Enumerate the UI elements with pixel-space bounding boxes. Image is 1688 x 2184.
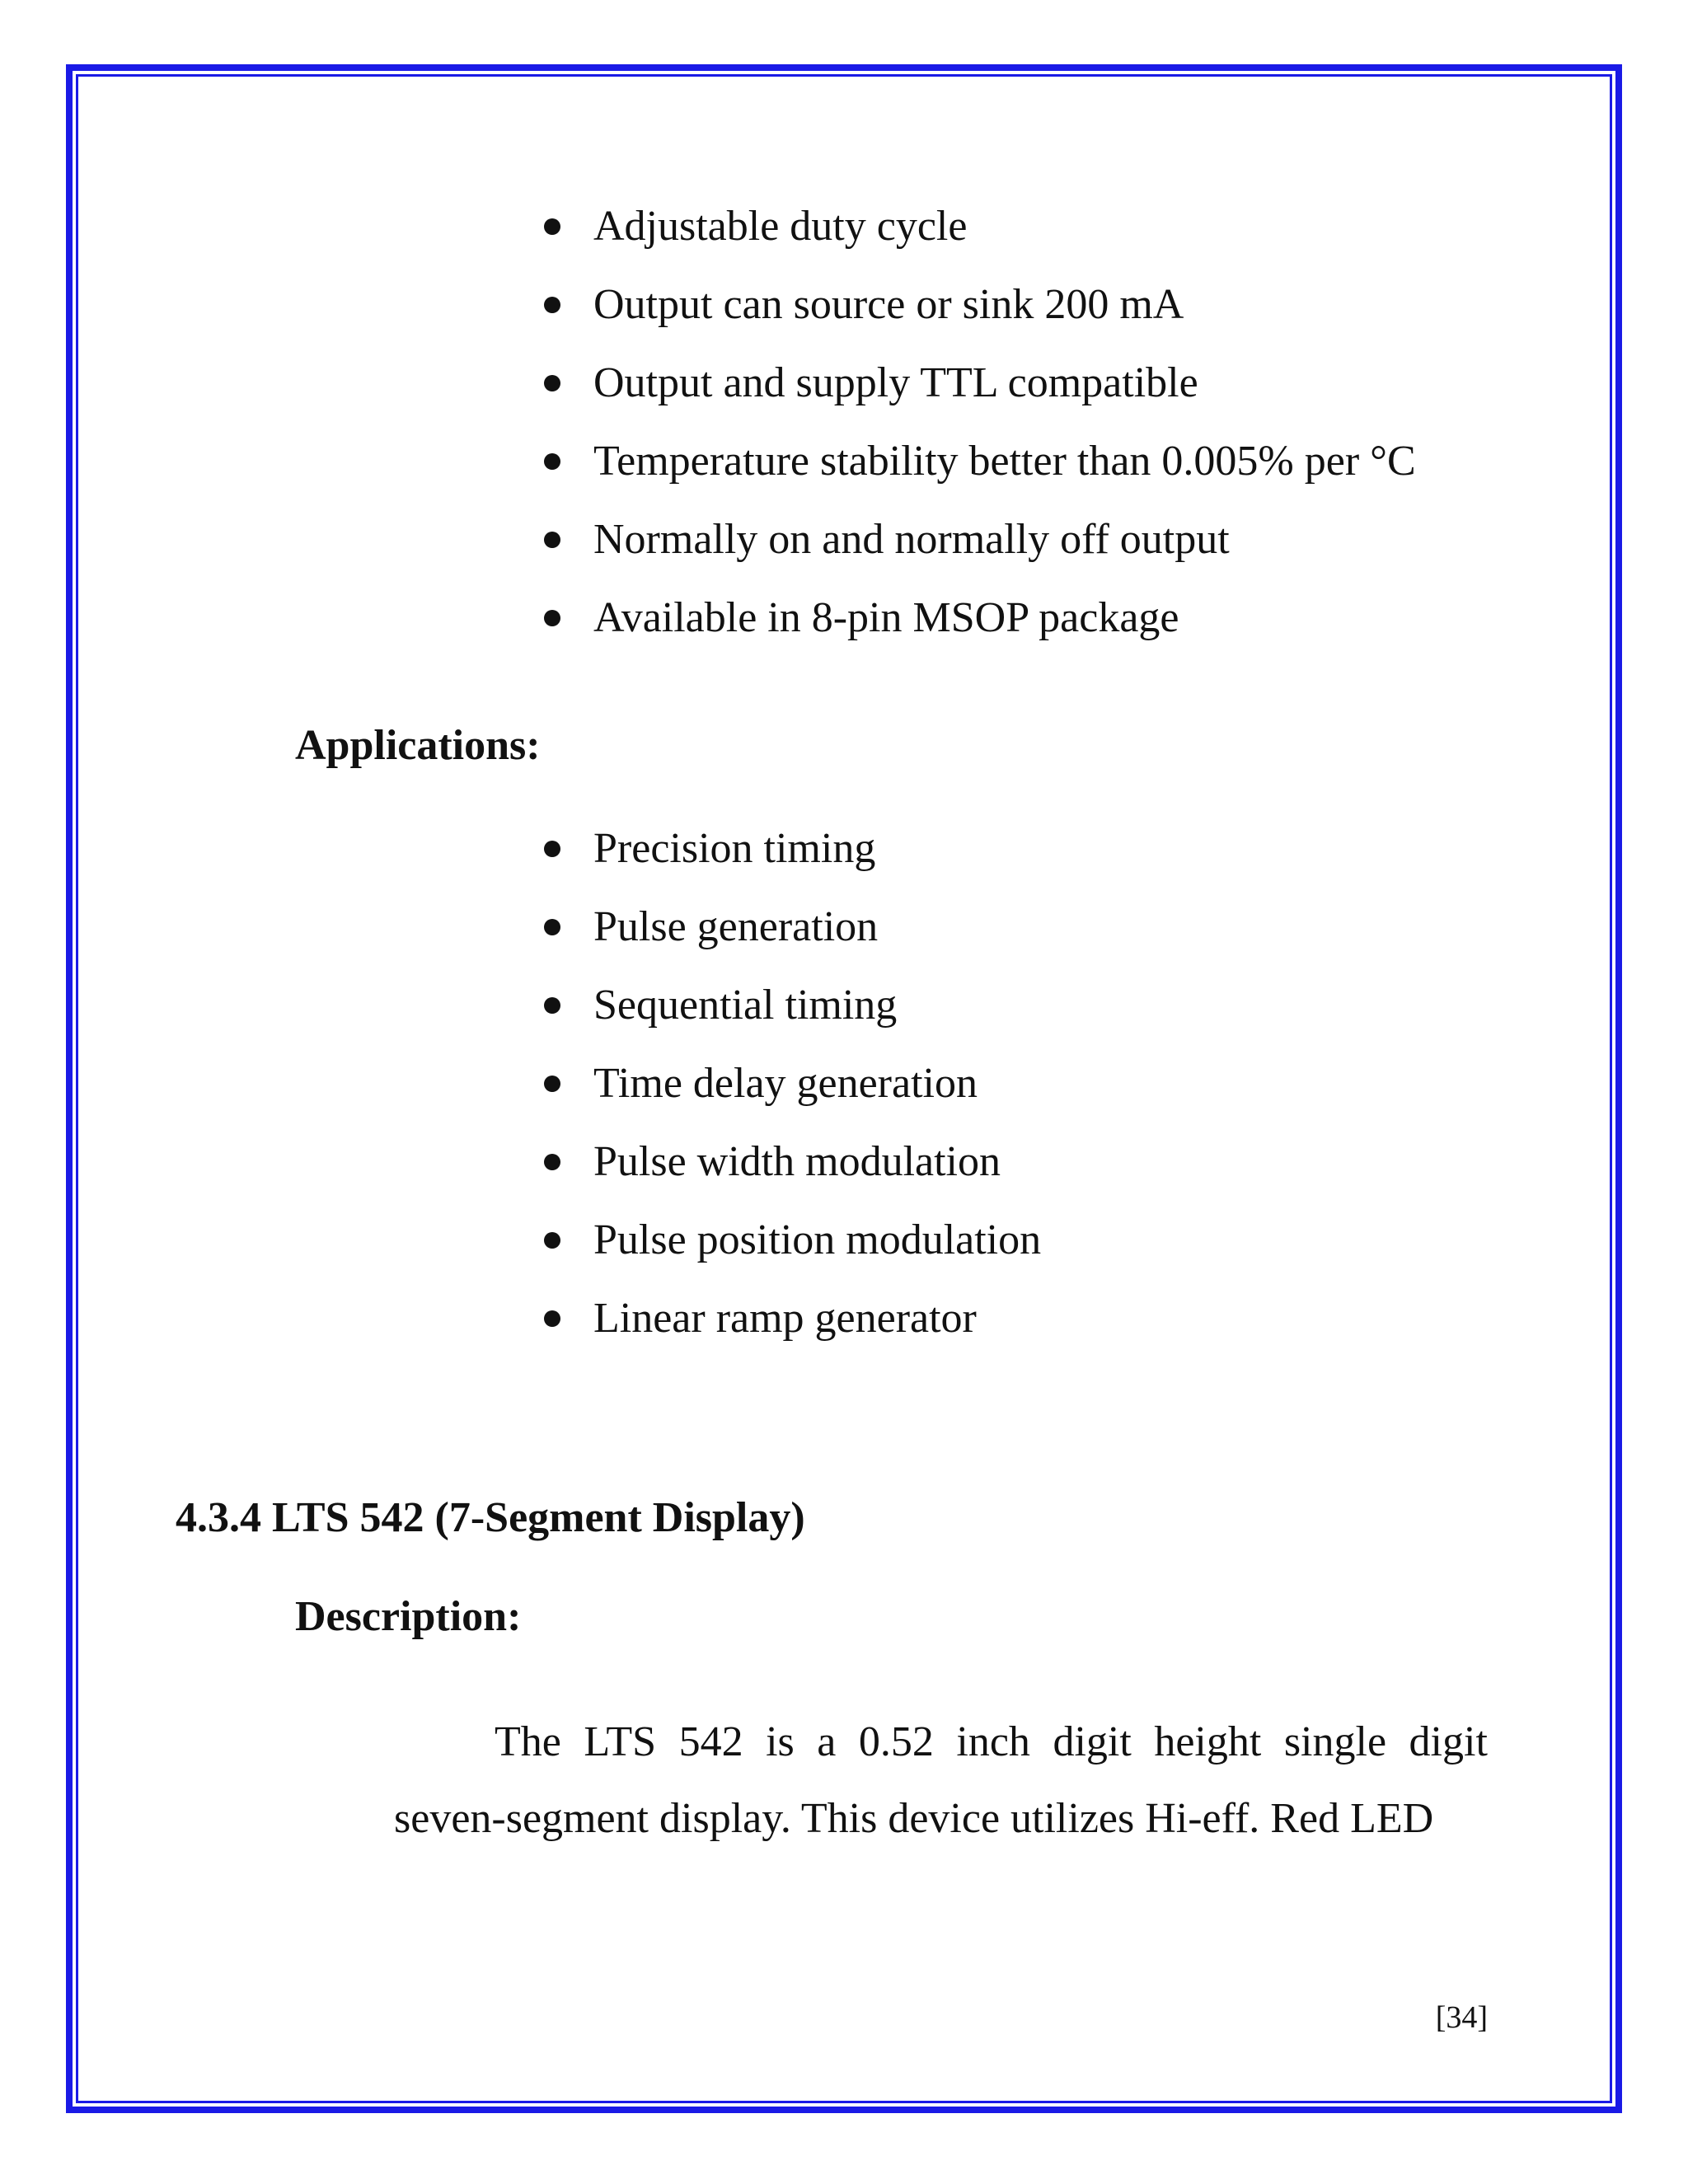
paragraph-word: 0.52 — [858, 1718, 934, 1765]
paragraph-word: The — [495, 1718, 561, 1765]
paragraph-word: height — [1154, 1718, 1262, 1765]
bullet-icon — [544, 375, 560, 391]
bullet-icon — [544, 297, 560, 313]
paragraph-word: single — [1283, 1718, 1387, 1765]
bullet-icon — [544, 218, 560, 235]
bullet-icon — [544, 1310, 560, 1327]
paragraph-word: is — [766, 1718, 795, 1765]
paragraph-word: digit — [1409, 1718, 1488, 1765]
paragraph-word: digit — [1053, 1718, 1132, 1765]
paragraph-word: LTS — [584, 1718, 657, 1765]
bullet-icon — [544, 1076, 560, 1092]
paragraph-word: inch — [956, 1718, 1030, 1765]
bullet-icon — [544, 532, 560, 548]
paragraph-word: a — [817, 1718, 837, 1765]
bullet-icon — [544, 610, 560, 626]
bullet-icon — [544, 997, 560, 1014]
bullet-icon — [544, 919, 560, 935]
section-title: 4.3.4 LTS 542 (7-Segment Display) — [176, 1494, 805, 1541]
bullet-icon — [544, 453, 560, 470]
paragraph-word: 542 — [678, 1718, 743, 1765]
bullet-icon — [544, 1232, 560, 1249]
paragraph-line-2: seven-segment display. This device utilizes Hi-eff. Red LED — [394, 1795, 1434, 1842]
applications-heading: Applications: — [295, 722, 541, 769]
bullet-icon — [544, 841, 560, 857]
bullet-icon — [544, 1154, 560, 1170]
paragraph-line-1 — [495, 1718, 1488, 1767]
description-heading: Description: — [295, 1593, 522, 1640]
page-number: [34] — [1435, 2000, 1488, 2035]
